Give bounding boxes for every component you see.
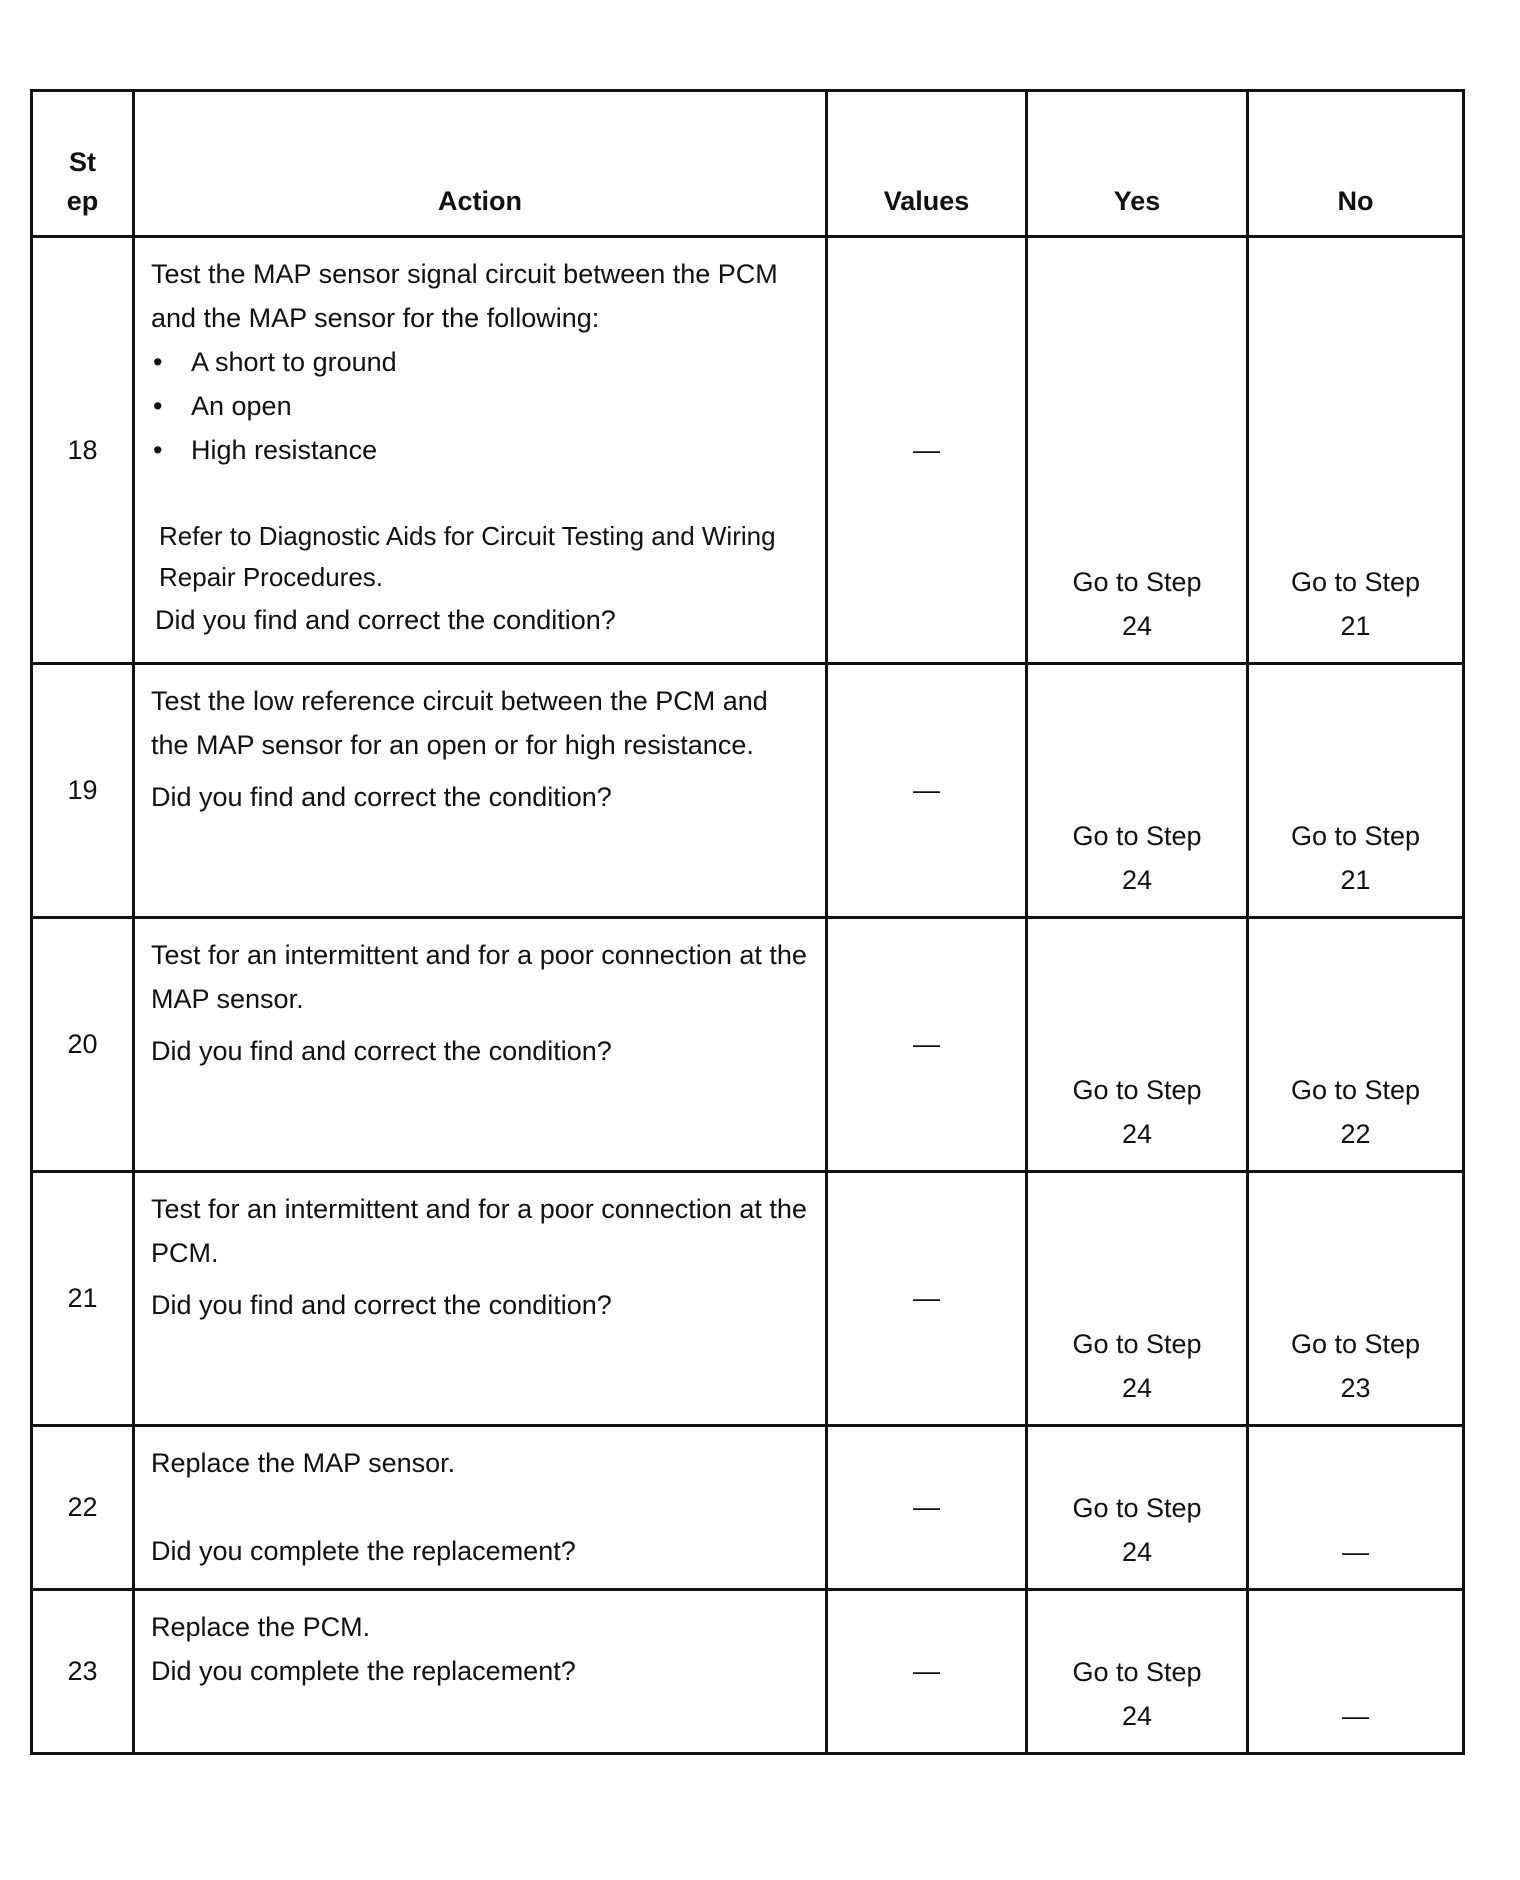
no-step-number: 21 bbox=[1340, 865, 1371, 895]
go-to-label: Go to Step bbox=[1072, 821, 1202, 851]
yes-step-number: 24 bbox=[1121, 1537, 1153, 1567]
yes-step-number: 24 bbox=[1121, 1701, 1153, 1731]
no-step-number: 21 bbox=[1340, 611, 1371, 641]
action-intro: Replace the PCM. bbox=[151, 1612, 371, 1642]
no-cell bbox=[1248, 237, 1464, 664]
action-question: Did you complete the replacement? bbox=[151, 1536, 576, 1566]
go-to-label: Go to Step bbox=[1072, 1657, 1202, 1687]
yes-step-number: 24 bbox=[1121, 1119, 1153, 1149]
no-cell bbox=[1248, 1590, 1464, 1754]
go-to-label: Go to Step bbox=[1290, 567, 1421, 597]
action-cell bbox=[134, 1590, 827, 1754]
action-bullet: • A short to ground bbox=[151, 340, 807, 384]
action-cell bbox=[134, 664, 827, 918]
step-number: 23 bbox=[32, 1590, 134, 1754]
header-step bbox=[32, 91, 134, 237]
go-to-label: Go to Step bbox=[1290, 1075, 1421, 1105]
no-cell bbox=[1248, 1172, 1464, 1426]
header-step-line2: ep bbox=[66, 186, 99, 216]
header-yes: Yes bbox=[1027, 91, 1248, 237]
value-cell: — bbox=[827, 1426, 1027, 1590]
go-to-label: Go to Step bbox=[1072, 1075, 1202, 1105]
yes-cell bbox=[1027, 664, 1248, 918]
table-row-step-19 bbox=[32, 664, 1464, 918]
no-step-number: 23 bbox=[1340, 1373, 1371, 1403]
table-row-step-23 bbox=[32, 1590, 1464, 1754]
value-cell: — bbox=[827, 237, 1027, 664]
action-reference: Refer to Diagnostic Aids for Circuit Testing and Wiring Repair Procedures. bbox=[159, 521, 776, 592]
action-bullet: • An open bbox=[151, 384, 807, 428]
go-to-label: Go to Step bbox=[1072, 1329, 1202, 1359]
header-step-line1: St bbox=[69, 147, 96, 177]
header-action: Action bbox=[134, 91, 827, 237]
go-to-label: Go to Step bbox=[1072, 1493, 1202, 1523]
step-number: 18 bbox=[32, 237, 134, 664]
action-question: Did you find and correct the condition? bbox=[155, 605, 616, 635]
action-cell bbox=[134, 1172, 827, 1426]
no-step-value: — bbox=[1342, 1537, 1369, 1567]
header-no: No bbox=[1248, 91, 1464, 237]
no-cell bbox=[1248, 918, 1464, 1172]
yes-cell bbox=[1027, 1172, 1248, 1426]
action-intro: Replace the MAP sensor. bbox=[151, 1448, 456, 1478]
action-bullet: • High resistance bbox=[151, 428, 807, 472]
table-row-step-18 bbox=[32, 237, 1464, 664]
action-question: Did you complete the replacement? bbox=[151, 1656, 576, 1686]
yes-cell bbox=[1027, 237, 1248, 664]
value-cell: — bbox=[827, 1590, 1027, 1754]
yes-cell bbox=[1027, 1590, 1248, 1754]
action-cell bbox=[134, 1426, 827, 1590]
header-values: Values bbox=[827, 91, 1027, 237]
step-number: 21 bbox=[32, 1172, 134, 1426]
no-cell bbox=[1248, 664, 1464, 918]
action-question: Did you find and correct the condition? bbox=[151, 1036, 612, 1066]
action-intro: Test for an intermittent and for a poor connection at the MAP sensor. bbox=[151, 940, 807, 1014]
yes-step-number: 24 bbox=[1121, 1373, 1153, 1403]
yes-cell bbox=[1027, 1426, 1248, 1590]
yes-step-number: 24 bbox=[1121, 611, 1153, 641]
action-intro: Test the MAP sensor signal circuit between the PCM and the MAP sensor for the following: bbox=[151, 259, 778, 333]
step-number: 22 bbox=[32, 1426, 134, 1590]
action-question: Did you find and correct the condition? bbox=[151, 782, 612, 812]
value-cell: — bbox=[827, 1172, 1027, 1426]
value-cell: — bbox=[827, 918, 1027, 1172]
yes-step-number: 24 bbox=[1121, 865, 1153, 895]
action-question: Did you find and correct the condition? bbox=[151, 1290, 612, 1320]
diagnostic-table bbox=[30, 89, 1465, 1755]
action-cell bbox=[134, 237, 827, 664]
value-cell: — bbox=[827, 664, 1027, 918]
action-intro: Test for an intermittent and for a poor connection at the PCM. bbox=[151, 1194, 807, 1268]
table-row-step-21 bbox=[32, 1172, 1464, 1426]
table-header-row bbox=[32, 91, 1464, 237]
go-to-label: Go to Step bbox=[1072, 567, 1202, 597]
yes-cell bbox=[1027, 918, 1248, 1172]
action-bullet-list bbox=[151, 340, 807, 472]
step-number: 20 bbox=[32, 918, 134, 1172]
table-row-step-22 bbox=[32, 1426, 1464, 1590]
go-to-label: Go to Step bbox=[1290, 1329, 1421, 1359]
go-to-label: Go to Step bbox=[1290, 821, 1421, 851]
table-row-step-20 bbox=[32, 918, 1464, 1172]
action-intro: Test the low reference circuit between the PCM and the MAP sensor for an open or for high resistance. bbox=[151, 686, 768, 760]
no-cell bbox=[1248, 1426, 1464, 1590]
no-step-value: — bbox=[1342, 1701, 1369, 1731]
no-step-number: 22 bbox=[1340, 1119, 1371, 1149]
step-number: 19 bbox=[32, 664, 134, 918]
action-cell bbox=[134, 918, 827, 1172]
